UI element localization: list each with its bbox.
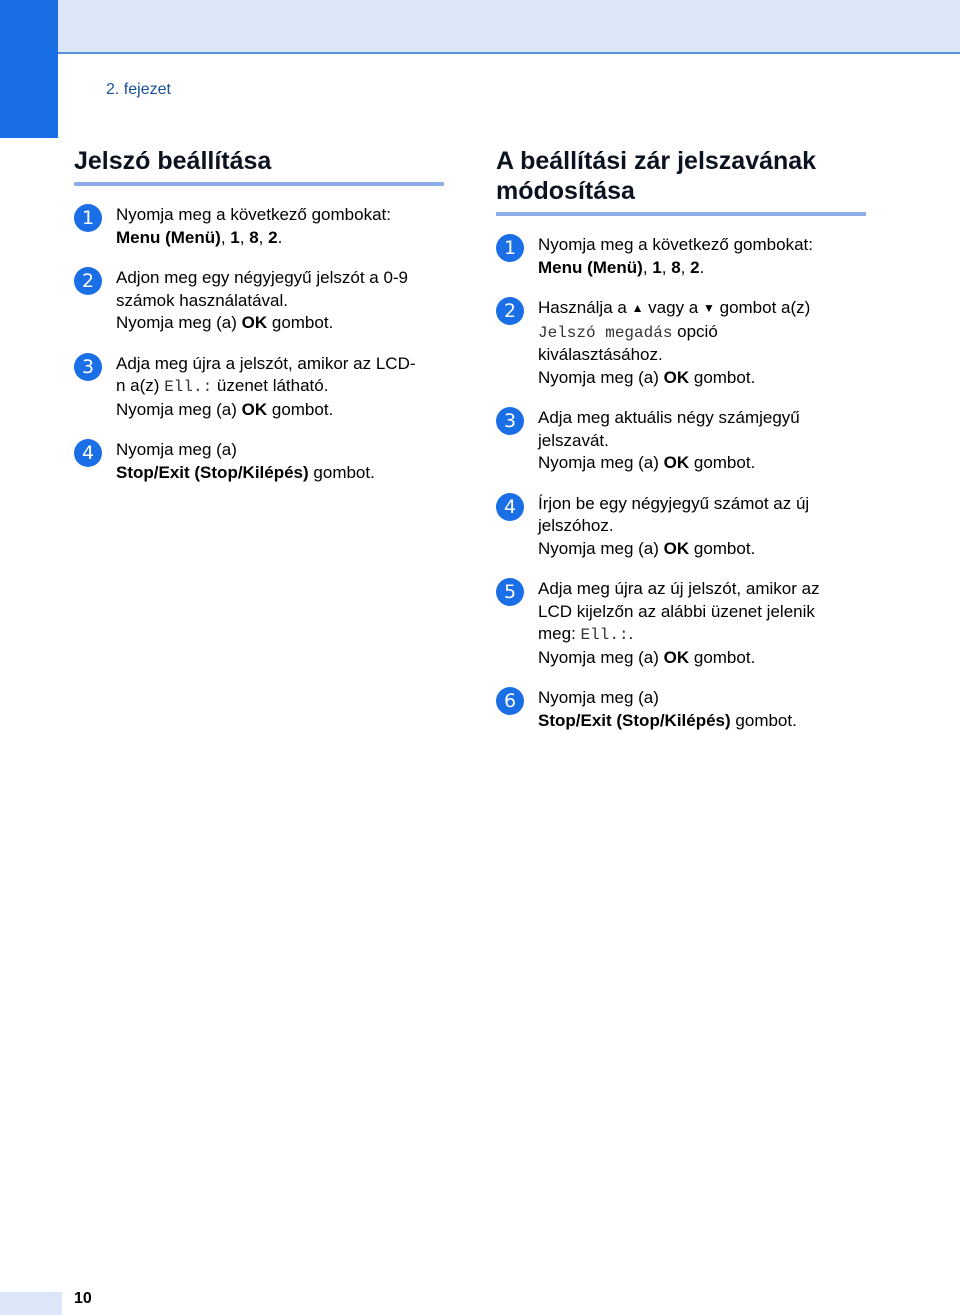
key-label: 8 [249,227,259,247]
key-label: OK [663,647,690,667]
step-text: Adja meg újra az új jelszót, amikor az [538,579,820,598]
step-list [496,234,866,732]
lcd-option: Jelszó megadás [538,323,673,342]
key-label: OK [663,453,690,472]
step-text: Nyomja meg (a) OK gombot. [116,313,334,332]
step-number-badge: 4 [496,493,524,521]
step-text: Használja a ▲ vagy a ▼ gombot a(z) [538,298,811,317]
step-list [74,204,444,484]
key-label: OK [241,313,268,332]
step-text: Nyomja meg (a) OK gombot. [116,399,334,419]
left-section [74,146,444,502]
step-item [74,353,444,422]
step-item [74,204,444,249]
key-label: OK [241,399,268,419]
step-text: Adja meg újra a jelszót, amikor az LCD- [116,353,416,373]
key-label: OK [663,367,690,387]
key-label: 2 [690,257,700,277]
key-label: 8 [671,257,681,277]
step-text: meg: Ell.:. [538,624,634,644]
footer-band [0,1292,62,1315]
step-number-badge: 4 [74,439,102,467]
step-item [74,267,444,335]
step-number-badge: 3 [496,407,524,435]
step-text: Adja meg aktuális négy számjegyű [538,408,800,427]
key-label: Menu (Menü) [538,257,643,277]
key-label: Stop/Exit (Stop/Kilépés) [538,710,731,730]
step-item [496,687,866,732]
step-number-badge: 5 [496,578,524,606]
step-text: Nyomja meg (a) OK gombot. [538,647,756,667]
header-band [58,0,960,54]
up-arrow-icon: ▲ [631,301,644,315]
step-item [496,234,866,279]
step-number-badge: 3 [74,353,102,381]
step-number-badge: 2 [74,267,102,295]
step-text: jelszóhoz. [538,516,614,535]
step-text: Nyomja meg (a) [538,688,659,707]
page-number: 10 [74,1290,92,1307]
key-label: OK [663,538,690,558]
chapter-label: 2. fejezet [106,81,171,98]
step-text: Adjon meg egy négyjegyű jelszót a 0-9 [116,268,409,287]
step-text: Nyomja meg (a) [116,440,237,459]
key-label: 2 [268,227,278,247]
step-item [496,578,866,669]
step-text: Nyomja meg a következő gombokat: [538,235,813,254]
lcd-message: Ell.: [164,378,213,396]
step-text: LCD kijelzőn az alábbi üzenet jelenik [538,601,815,621]
step-item [496,493,866,561]
step-item [496,407,866,475]
key-label: 1 [230,227,240,247]
key-label: Menu (Menü) [116,227,221,247]
step-text: számok használatával. [116,290,288,310]
section-title: A beállítási zár jelszavának módosítása [496,146,866,216]
step-text: Nyomja meg (a) OK gombot. [538,453,756,472]
right-section [496,146,866,750]
section-title: Jelszó beállítása [74,146,444,186]
key-label: 1 [652,257,662,277]
step-text: Írjon be egy négyjegyű számot az új [538,493,810,513]
step-text: Jelszó megadás opció [538,321,718,342]
step-item [74,439,444,484]
step-text: Nyomja meg (a) OK gombot. [538,367,756,387]
chapter-tab [0,0,58,138]
step-text: jelszavát. [538,430,609,450]
key-label: Stop/Exit (Stop/Kilépés) [116,462,309,482]
step-text: n a(z) Ell.: üzenet látható. [116,376,329,396]
step-number-badge: 2 [496,297,524,325]
step-text: Menu (Menü), 1, 8, 2. [538,257,705,277]
down-arrow-icon: ▼ [703,301,715,315]
lcd-message: Ell.: [580,626,629,644]
step-number-badge: 1 [496,234,524,262]
step-text: Nyomja meg (a) OK gombot. [538,538,756,558]
step-text: Stop/Exit (Stop/Kilépés) gombot. [116,462,375,482]
step-text: Menu (Menü), 1, 8, 2. [116,227,283,247]
step-number-badge: 6 [496,687,524,715]
step-text: Stop/Exit (Stop/Kilépés) gombot. [538,710,797,730]
step-number-badge: 1 [74,204,102,232]
step-text: Nyomja meg a következő gombokat: [116,205,391,224]
step-text: kiválasztásához. [538,345,663,364]
step-item [496,297,866,389]
